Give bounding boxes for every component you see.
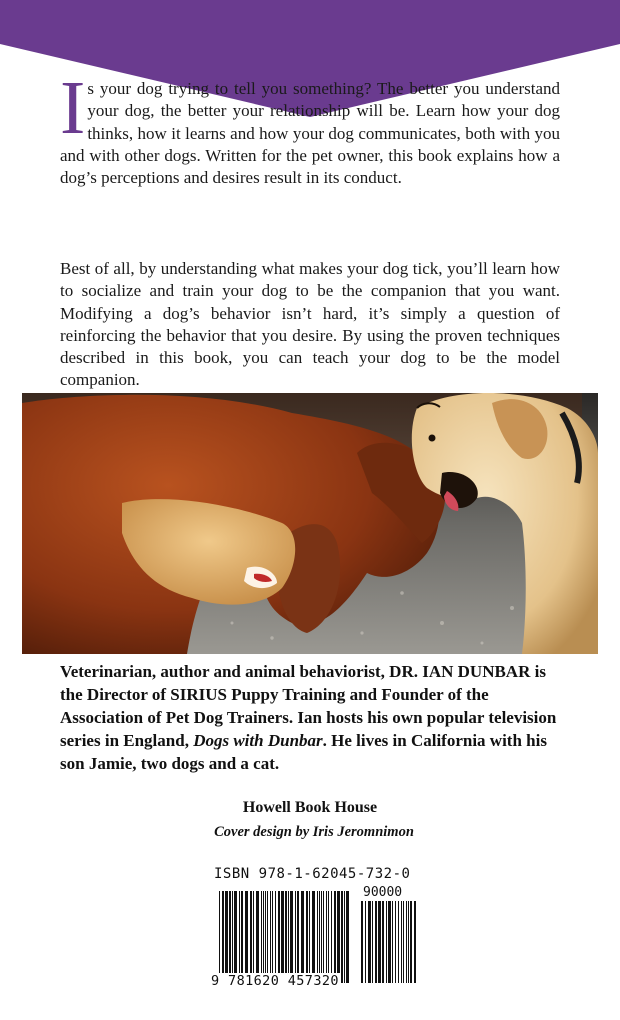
barcode-bar xyxy=(331,891,332,983)
barcode-bar xyxy=(306,891,308,983)
barcode-bar xyxy=(410,901,412,983)
barcode-bar xyxy=(222,891,224,983)
barcode-bar xyxy=(398,901,399,983)
barcode-bar xyxy=(285,891,287,983)
barcode-digits: 9 781620 457320 xyxy=(211,973,339,989)
author-bio xyxy=(60,660,565,775)
barcode-bar xyxy=(245,891,248,983)
barcode-bar xyxy=(229,891,231,983)
barcode-bar xyxy=(375,901,377,983)
bio-text-end: . He lives in California with his son Jamie, two dogs and a cat. xyxy=(60,731,547,773)
barcode-bar xyxy=(232,891,233,983)
barcode-bar xyxy=(361,901,363,983)
barcode-bar xyxy=(414,901,416,983)
barcode-bar xyxy=(297,891,299,983)
publisher-name: Howell Book House xyxy=(242,799,378,816)
dogs-photo xyxy=(22,393,598,654)
barcode-bar xyxy=(382,901,384,983)
intro-text: s your dog trying to tell you something? The better you understand your dog, the better your relationship will be. Learn how your dog thinks, how it learns and how your dog communicates, both with you and with other dogs. Written for the pet owner, this book explains how a dog’s perceptions and desires result in its conduct. xyxy=(60,79,560,188)
drop-cap: I xyxy=(60,66,86,150)
barcode-bar xyxy=(275,891,276,983)
barcode-bar xyxy=(270,891,271,983)
bio-text-start: Veterinarian, author and animal behaviorist, DR. IAN DUNBAR is the Director of SIRIUS Puppy Training and Founder of the Association of Pet Dog Trainers. Ian hosts his own popular television series in England, xyxy=(60,662,557,750)
barcode-bar xyxy=(301,891,304,983)
barcode-bar xyxy=(265,891,266,983)
barcode-bar xyxy=(241,891,243,983)
barcode-bar xyxy=(372,901,373,983)
barcode-bar xyxy=(225,891,228,983)
barcode-bar xyxy=(261,891,262,983)
barcode-bar xyxy=(317,891,318,983)
barcode-bar xyxy=(253,891,254,983)
barcode-bar xyxy=(290,891,293,983)
barcode-bar xyxy=(256,891,259,983)
barcode-bar xyxy=(406,901,407,983)
barcode-bar xyxy=(408,901,409,983)
barcode-bar xyxy=(263,891,264,983)
second-paragraph: Best of all, by understanding what makes your dog tick, you’ll learn how to socialize and train your dog to be the companion that you want. Modifying a dog’s behavior isn’t hard, it’s simply a question of reinforcing the behavior that you desire. By using the proven techniques described in this book, you can teach your dog to be the model companion. xyxy=(60,259,560,390)
barcode-bar xyxy=(321,891,322,983)
barcode-bar xyxy=(281,891,284,983)
barcode-bar xyxy=(323,891,324,983)
barcode-bar xyxy=(365,901,366,983)
barcode-bar xyxy=(386,901,387,983)
barcode-bar xyxy=(239,891,240,983)
barcode-bar xyxy=(272,891,273,983)
tv-series-title: Dogs with Dunbar xyxy=(193,731,323,750)
barcode-bar xyxy=(378,901,381,983)
barcode-bar xyxy=(401,901,402,983)
intro-paragraph xyxy=(60,66,560,189)
barcode-bar xyxy=(267,891,268,983)
barcode-bar xyxy=(337,891,340,983)
barcode-bar xyxy=(341,891,343,983)
barcode-bar xyxy=(295,891,296,983)
cover-design-credit: Cover design by Iris Jeromnimon xyxy=(214,824,414,840)
barcode-bar xyxy=(288,891,289,983)
barcode-bar xyxy=(368,901,371,983)
isbn-label: ISBN 978-1-62045-732-0 xyxy=(214,866,411,882)
barcode-bar xyxy=(328,891,329,983)
barcode-bar xyxy=(392,901,393,983)
barcode-bar xyxy=(334,891,336,983)
barcode-bar xyxy=(278,891,280,983)
barcode-bar xyxy=(395,901,396,983)
barcode-bar xyxy=(250,891,252,983)
barcode-bar xyxy=(403,901,404,983)
price-code: 90000 xyxy=(363,885,403,900)
barcode-bar xyxy=(234,891,237,983)
barcode-bar xyxy=(344,891,345,983)
barcode-bar xyxy=(312,891,315,983)
barcode-bar xyxy=(388,901,391,983)
barcode-bar xyxy=(309,891,310,983)
dogs-photo-illustration xyxy=(22,393,598,654)
barcode-bar xyxy=(319,891,320,983)
barcode-bar xyxy=(346,891,349,983)
barcode-bar xyxy=(326,891,327,983)
barcode-bar xyxy=(219,891,220,983)
